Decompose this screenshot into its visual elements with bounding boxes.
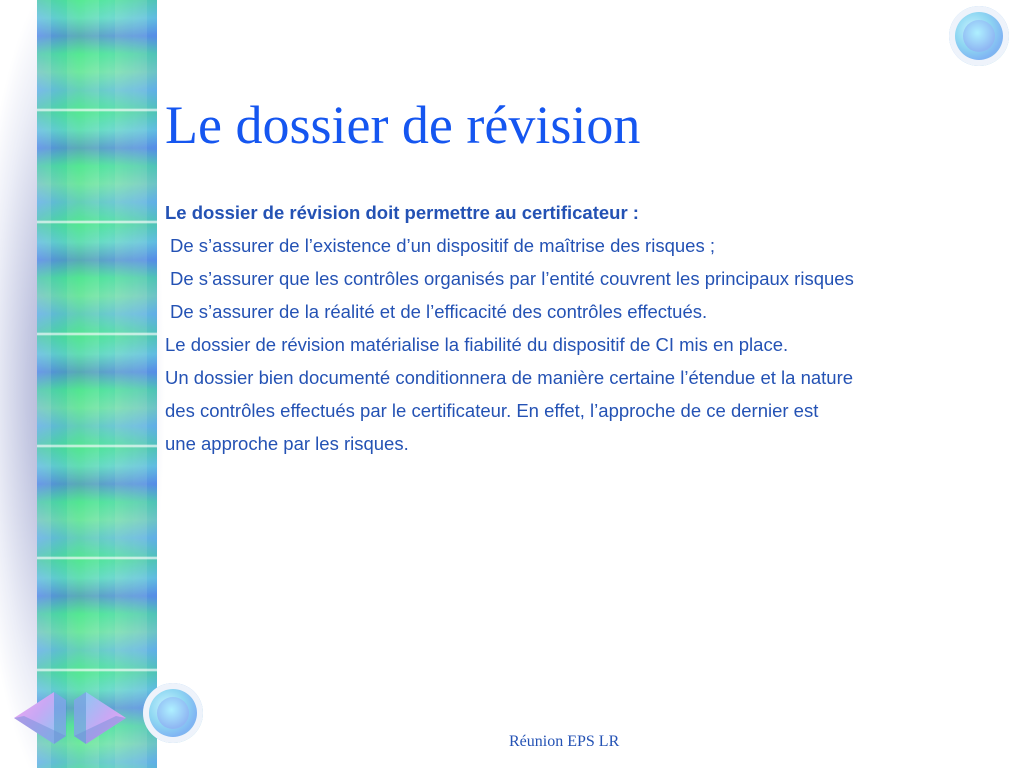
slide-body — [165, 196, 1015, 460]
body-line: De s’assurer de l’existence d’un dispositif de maîtrise des risques ; — [170, 235, 715, 256]
body-line: De s’assurer que les contrôles organisés par l’entité couvrent les principaux risques — [170, 268, 854, 289]
body-line: De s’assurer de la réalité et de l’efficacité des contrôles effectués. — [170, 301, 708, 322]
next-slide-button[interactable] — [70, 686, 130, 750]
slide-title: Le dossier de révision — [165, 95, 641, 155]
body-line: Un dossier bien documenté conditionnera de manière certaine l’étendue et la nature — [165, 367, 854, 388]
arrow-right-icon — [70, 686, 130, 750]
body-line-lead: Le dossier de révision doit permettre au certificateur : — [165, 202, 639, 223]
body-line: Le dossier de révision matérialise la fiabilité du dispositif de CI mis en place. — [165, 334, 789, 355]
home-circle-icon[interactable] — [143, 683, 203, 743]
arrow-left-icon — [10, 686, 70, 750]
body-line: des contrôles effectués par le certificateur. En effet, l’approche de ce dernier est — [165, 400, 819, 421]
slide-footer: Réunion EPS LR — [509, 733, 620, 750]
previous-slide-button[interactable] — [10, 686, 70, 750]
decorative-circle-icon — [949, 6, 1009, 66]
body-line: une approche par les risques. — [165, 433, 409, 454]
left-strip-pattern — [37, 0, 157, 768]
